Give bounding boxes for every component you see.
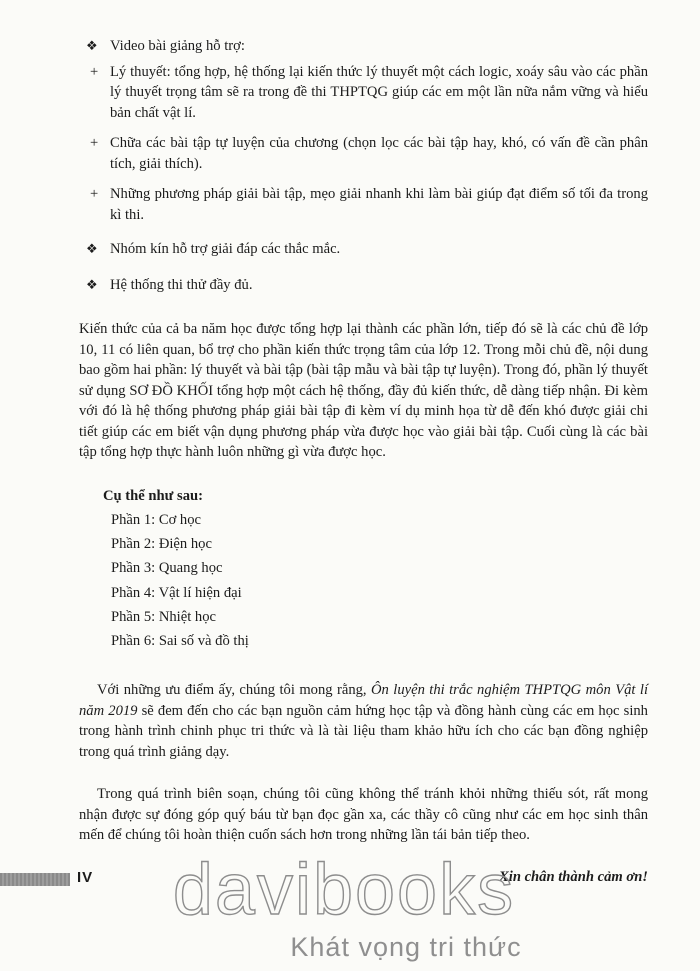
- parts-list: [86, 508, 648, 653]
- list-item: Phần 3: Quang học: [111, 560, 223, 577]
- list-item: Phần 5: Nhiệt học: [111, 608, 216, 625]
- closing-thanks: Xin chân thành cảm ơn!: [499, 868, 648, 885]
- sub-item-text: Những phương pháp giải bài tập, mẹo giải nhanh khi làm bài giúp đạt điểm số tối đa trong kì thi.: [110, 186, 648, 223]
- watermark-slogan: Khát vọng tri thức: [290, 932, 522, 962]
- footer-bar: [0, 873, 70, 886]
- sub-item-theory: [90, 62, 648, 124]
- sub-item-text: Lý thuyết: tổng hợp, hệ thống lại kiến thức lý thuyết một cách logic, xoáy sâu vào các phần lý thuyết trọng tâm sẽ ra trong đề thi THPTQG giúp các em một lần nữa nắm vững và hiểu bản chất vật lí.: [110, 63, 648, 121]
- diamond-bullet-icon: ❖: [86, 276, 98, 292]
- paragraph-structure: Kiến thức của cả ba năm học được tổng hợp lại thành các phần lớn, tiếp đó sẽ là các chủ đề lớp 10, 11 có liên quan, bổ trợ cho phần kiến thức trọng tâm của lớp 12. Trong mỗi chủ đề, nội dung bao gồm hai phần: lý thuyết và bài tập (bài tập mẫu và bài tập tự luyện). Trong đó, phần lý thuyết sử dụng SƠ ĐỒ KHỐI tổng hợp một cách hệ thống, đầy đủ kiến thức, dễ dàng tiếp nhận. Đi kèm với đó là hệ thống phương pháp giải bài tập đi kèm ví dụ minh họa từ dễ đến khó được giải chi tiết giúp các em biết vận dụng phương pháp vừa được học vào giải bài tập. Cuối cùng là các bài tập tổng hợp thực hành luôn những gì vừa được học.: [79, 321, 648, 460]
- plus-bullet-icon: +: [90, 186, 99, 202]
- bullet-exam: [86, 275, 648, 296]
- bullet-exam-label: Hệ thống thi thử đầy đủ.: [110, 276, 253, 293]
- diamond-bullet-icon: ❖: [86, 241, 98, 256]
- plus-bullet-icon: +: [90, 135, 99, 151]
- wish-text-after: sẽ đem đến cho các bạn nguồn cảm hứng học tập và đồng hành cùng các em học sinh trong hành trình chinh phục tri thức và là tài liệu tham khảo hữu ích cho các bạn đồng nghiệp trong quá trình giảng dạy.: [79, 702, 648, 760]
- book-title: Ôn luyện thi trắc nghiệm THPTQG môn Vật lí năm 2019: [79, 682, 648, 719]
- list-item: Phần 1: Cơ học: [111, 512, 202, 528]
- wish-text-before: Với những ưu điểm ấy, chúng tôi mong rằng,: [97, 682, 371, 699]
- bullet-group: [86, 239, 648, 260]
- sub-item-methods: [90, 184, 648, 225]
- paragraph-feedback: Trong quá trình biên soạn, chúng tôi cũng không thể tránh khỏi những thiếu sót, rất mong nhận được sự đóng góp quý báu từ bạn đọc gần xa, các thầy cô cũng như các em học sinh thân mến để chúng tôi hoàn thiện cuốn sách hơn trong những lần tái bản tiếp theo.: [79, 786, 648, 844]
- diamond-bullet-icon: ❖: [86, 38, 98, 53]
- sub-item-text: Chữa các bài tập tự luyện của chương (chọn lọc các bài tập hay, khó, có vấn đề cần phân tích, giải thích).: [110, 135, 648, 172]
- watermark-brand: davibooks: [172, 852, 516, 930]
- davibooks-watermark-logo: [144, 852, 544, 964]
- bullet-video: [86, 36, 648, 57]
- list-item: Phần 2: Điện học: [111, 536, 212, 553]
- list-item: Phần 6: Sai số và đồ thị: [111, 633, 249, 650]
- page-number: IV: [77, 869, 94, 886]
- paragraph-wish: [79, 680, 648, 762]
- bullet-video-label: Video bài giảng hỗ trợ:: [110, 38, 245, 54]
- list-item: Phần 4: Vật lí hiện đại: [111, 584, 242, 601]
- plus-bullet-icon: +: [90, 63, 99, 80]
- sub-item-exercises: [90, 133, 648, 174]
- bullet-group-label: Nhóm kín hỗ trợ giải đáp các thắc mắc.: [110, 241, 341, 257]
- parts-heading: Cụ thể như sau:: [103, 487, 203, 504]
